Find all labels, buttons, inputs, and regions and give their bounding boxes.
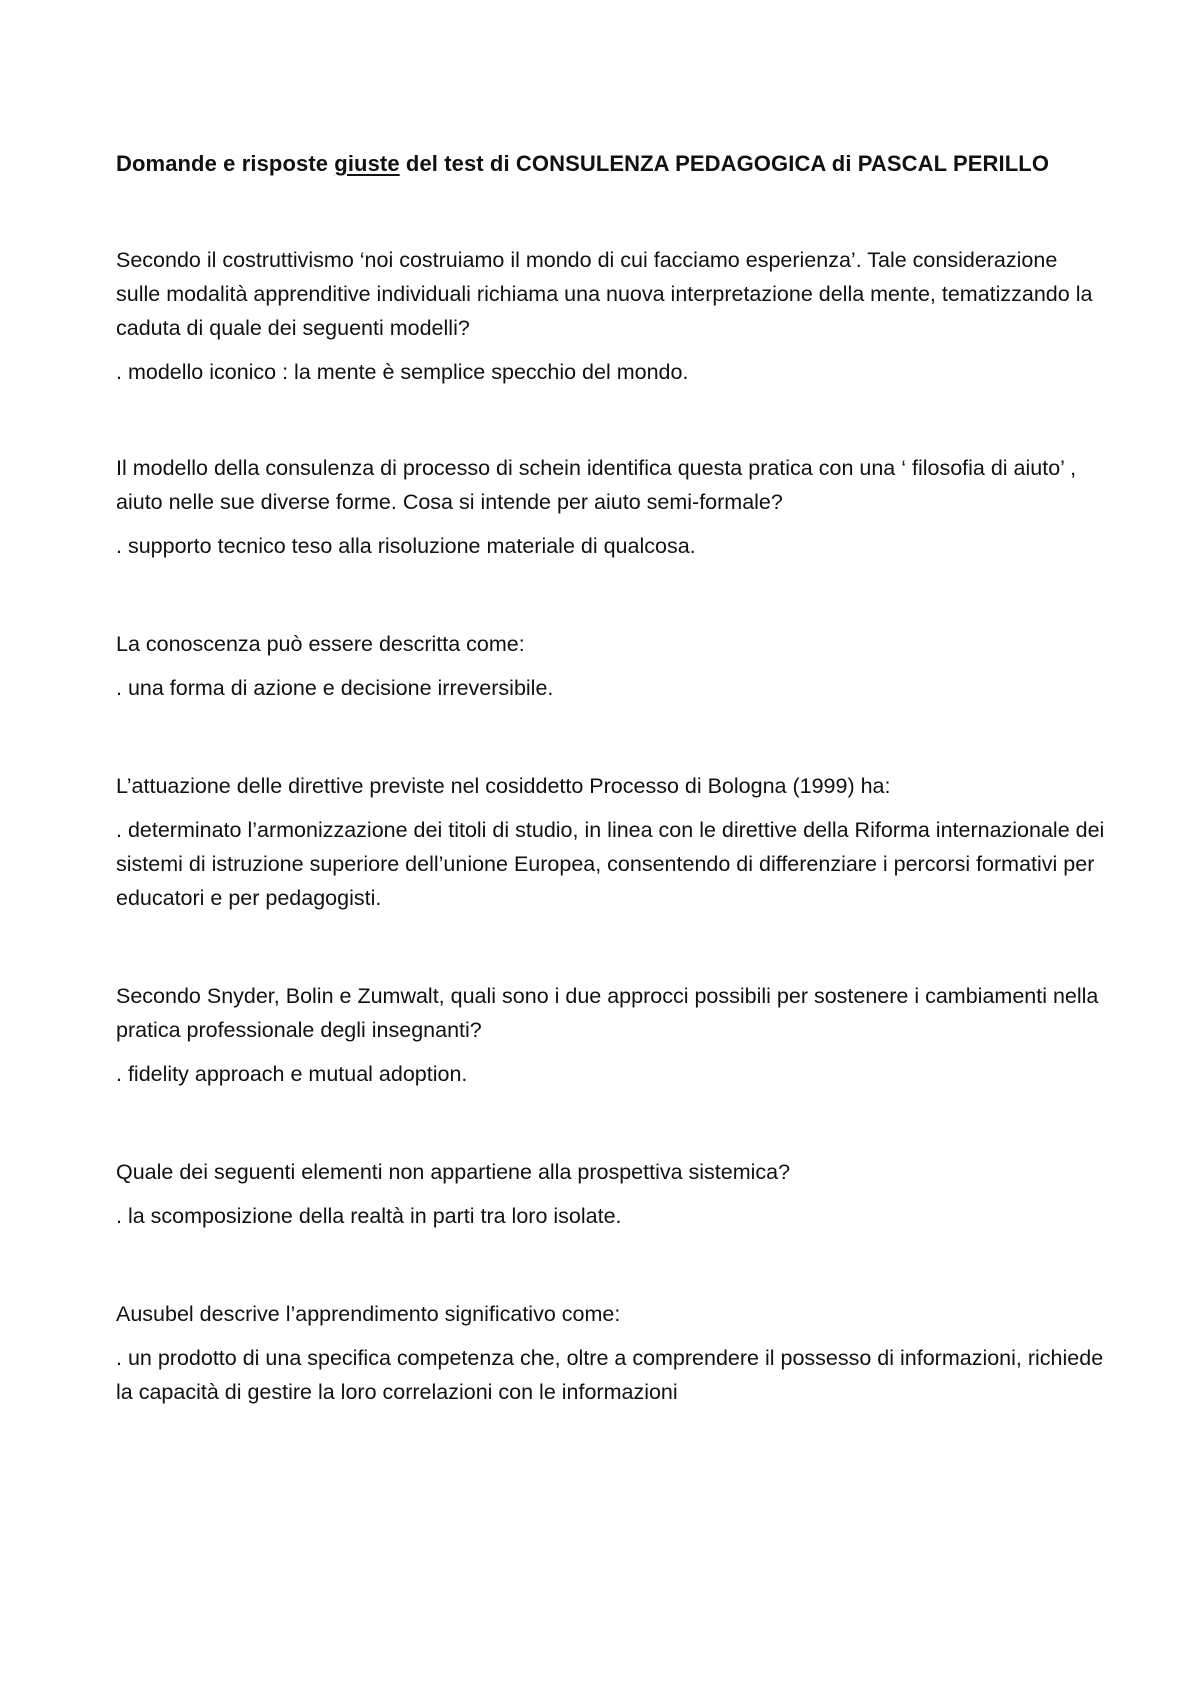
answer-text: . un prodotto di una specifica competenza che, oltre a comprendere il possesso di informazioni, richiede la capacità di gestire la loro correlazioni con le informazioni [116,1346,1104,1404]
question-text: La conoscenza può essere descritta come: [116,632,525,656]
question-text: Secondo il costruttivismo ‘noi costruiamo il mondo di cui facciamo esperienza’. Tale considerazione sulle modalità apprenditive individuali richiama una nuova interpretazione della mente, tematizzando la caduta di quale dei seguenti modelli? [116,248,1093,340]
qa-item [116,1297,1106,1409]
title-text-start: Domande e risposte [116,151,335,176]
qa-item [116,769,1106,915]
qa-item [116,1155,1106,1233]
answer-text: . la scomposizione della realtà in parti tra loro isolate. [116,1204,622,1228]
question-text: L’attuazione delle direttive previste nel cosiddetto Processo di Bologna (1999) ha: [116,774,891,798]
answer-text: . fidelity approach e mutual adoption. [116,1062,468,1086]
answer-text: . supporto tecnico teso alla risoluzione materiale di qualcosa. [116,534,696,558]
document-content [116,146,1106,1473]
question-text: Ausubel descrive l’apprendimento significativo come: [116,1302,621,1326]
document-title [116,146,1106,181]
question-text: Il modello della consulenza di processo di schein identifica questa pratica con una ‘ filosofia di aiuto’ , aiuto nelle sue diverse forme. Cosa si intende per aiuto semi-formale? [116,456,1077,514]
qa-item [116,451,1106,563]
qa-item [116,627,1106,705]
answer-text: . modello iconico : la mente è semplice specchio del mondo. [116,360,689,384]
qa-item [116,979,1106,1091]
title-text-end: del test di CONSULENZA PEDAGOGICA di PASCAL PERILLO [399,151,1050,176]
question-text: Secondo Snyder, Bolin e Zumwalt, quali sono i due approcci possibili per sostenere i cambiamenti nella pratica professionale degli insegnanti? [116,984,1099,1042]
question-text: Quale dei seguenti elementi non appartiene alla prospettiva sistemica? [116,1160,791,1184]
title-underlined-word: giuste [334,151,400,176]
qa-item [116,243,1106,389]
answer-text: . una forma di azione e decisione irreversibile. [116,676,554,700]
answer-text: . determinato l’armonizzazione dei titoli di studio, in linea con le direttive della Riforma internazionale dei sistemi di istruzione superiore dell’unione Europea, consentendo di differenziare i percorsi formativi per educatori e per pedagogisti. [116,818,1105,910]
